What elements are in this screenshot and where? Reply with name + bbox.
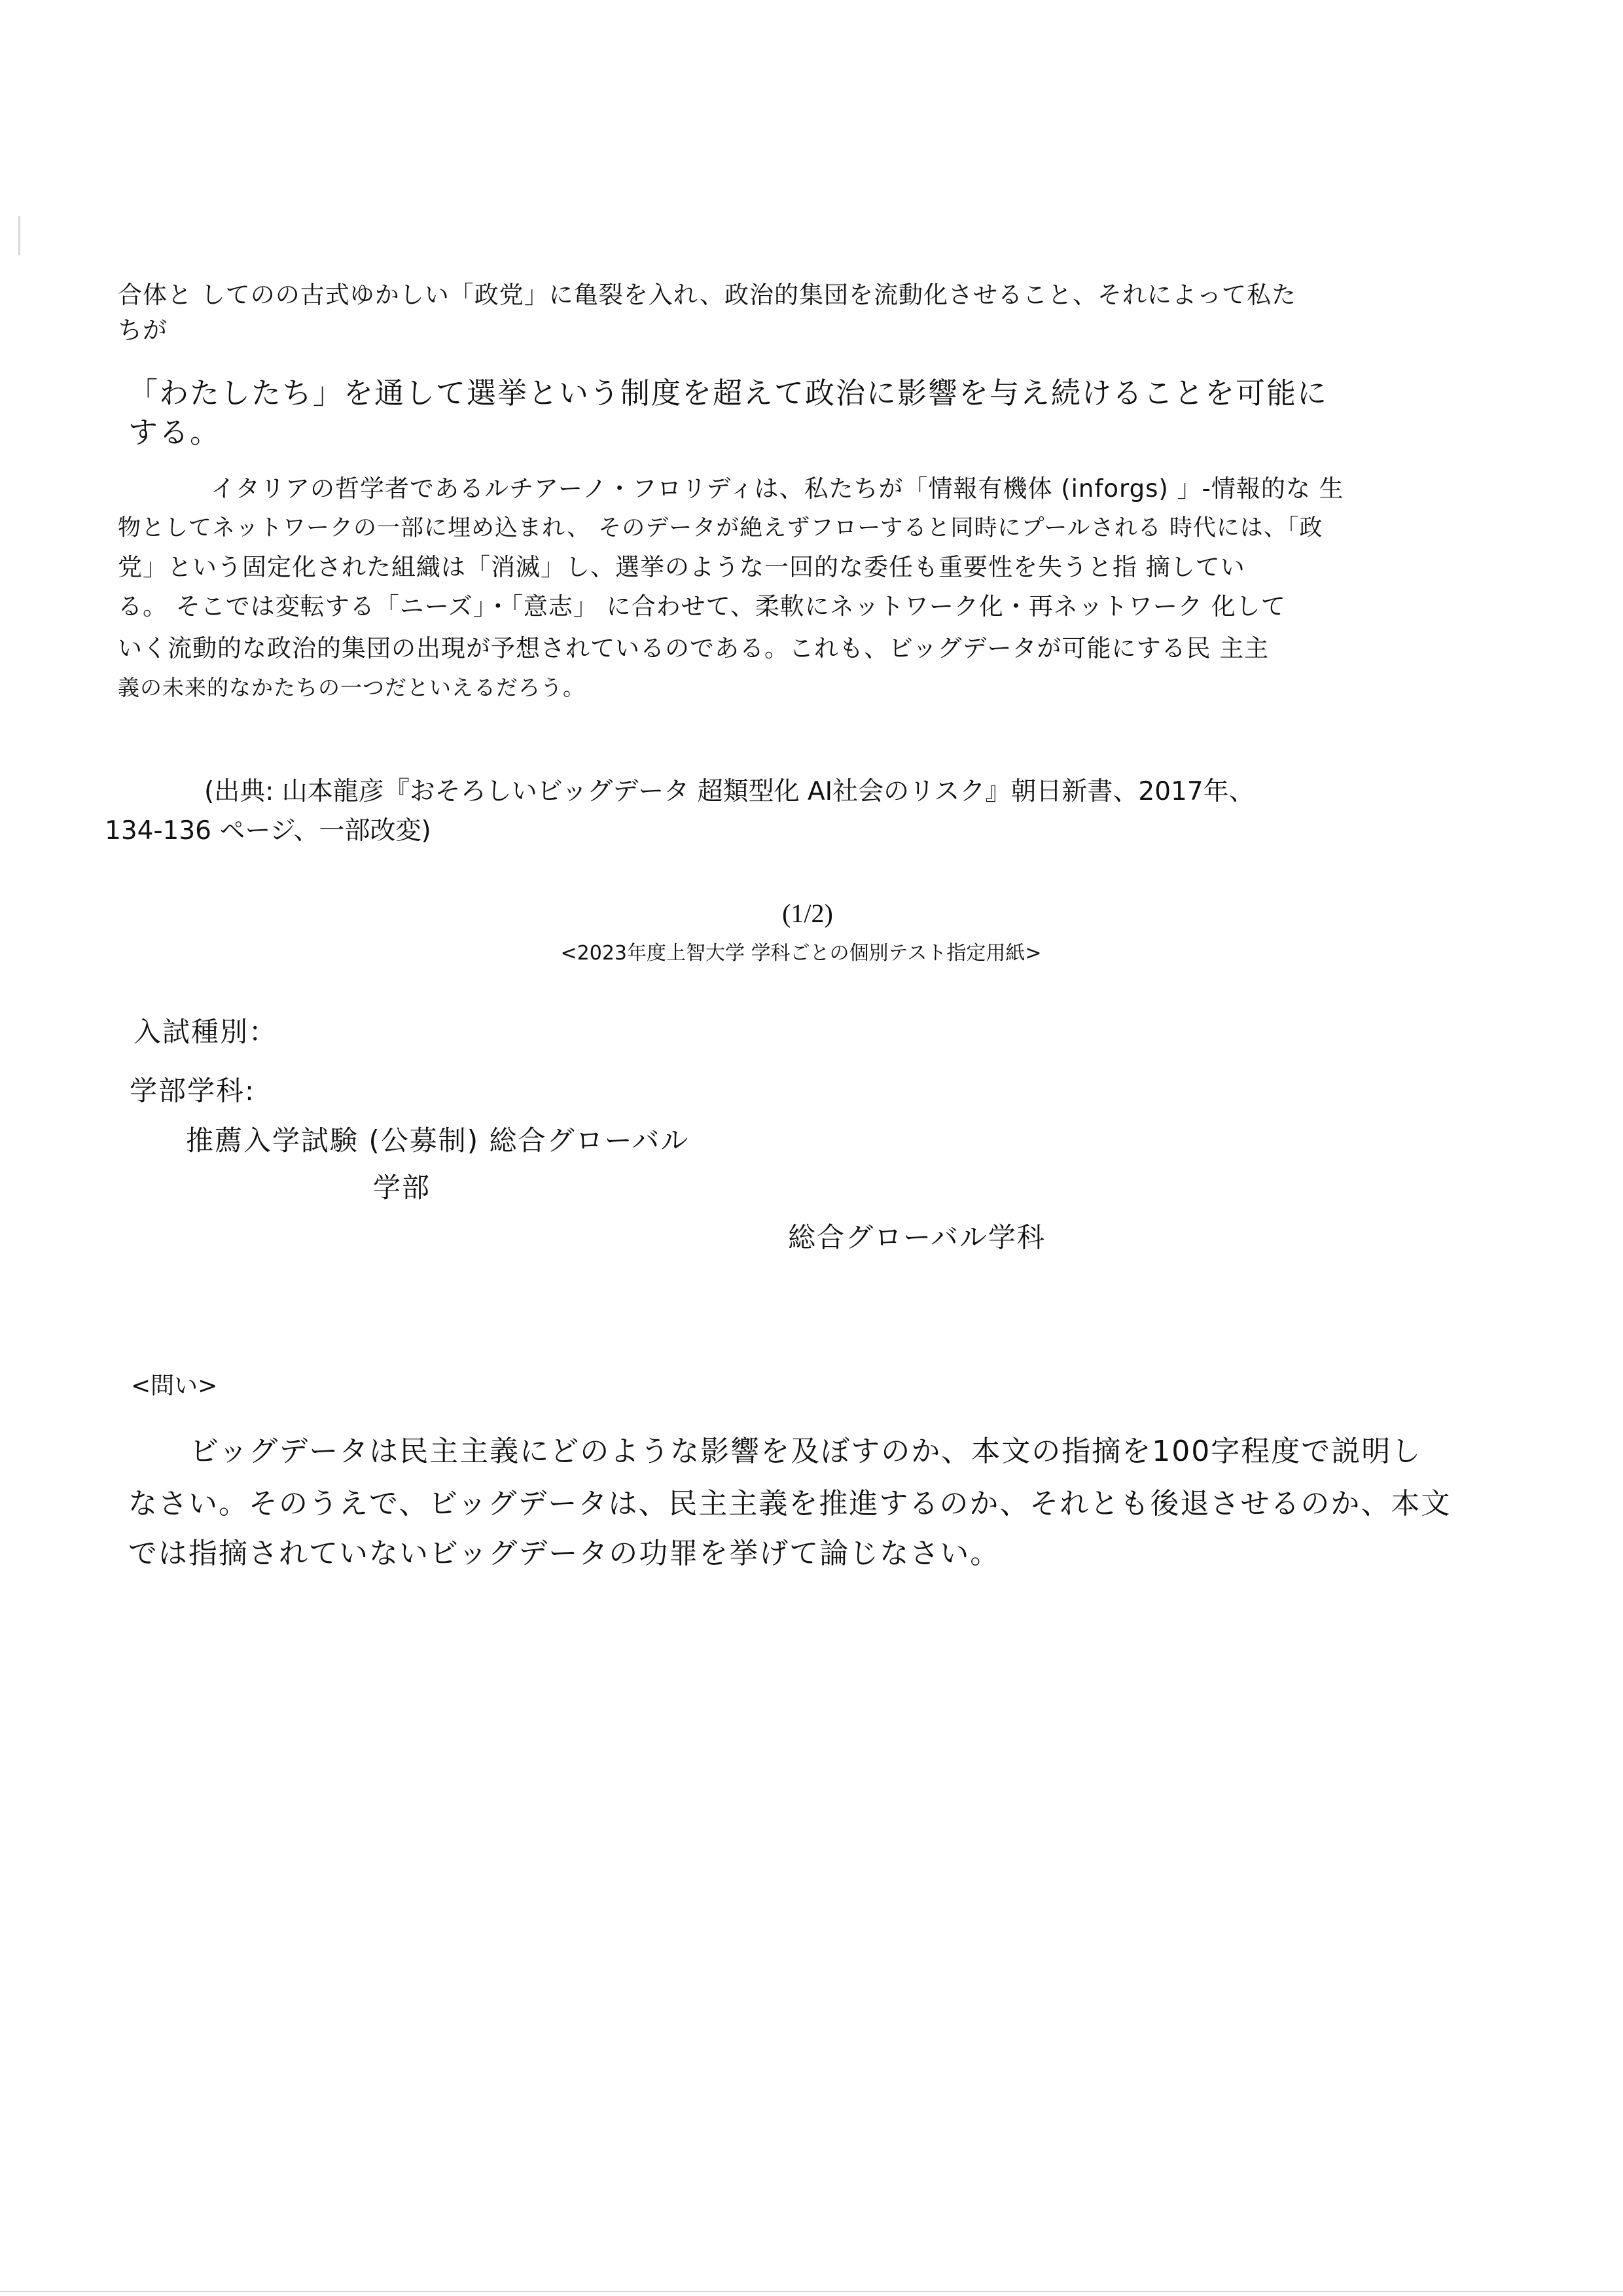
question-line-3: では指摘されていないビッグデータの功罪を挙げて論じなさい。 xyxy=(128,1537,1001,1570)
scan-edge-mark xyxy=(18,216,20,255)
passage-line-4: する。 xyxy=(128,415,221,450)
passage-line-8: る。 そこでは変転する「ニーズ」・「意志」 に合わせて、柔軟にネットワーク化・再ネットワーク 化して xyxy=(118,592,1286,620)
passage-line-10: 義の未来的なかたちの一つだといえるだろう。 xyxy=(118,675,585,700)
page-number: (1/2) xyxy=(782,899,833,928)
passage-line-7: 党」という固定化された組織は「消滅」し、選挙のような一回的な委任も重要性を失うと指 摘してい xyxy=(118,553,1245,581)
exam-name: 推薦入学試験 (公募制) 総合グローバル xyxy=(186,1124,690,1157)
question-line-1: ビッグデータは民主主義にどのような影響を及ぼすのか、本文の指摘を100字程度で説明し xyxy=(190,1435,1422,1468)
passage-line-2: ちが xyxy=(118,316,168,344)
faculty-label: 学部学科: xyxy=(130,1075,256,1107)
passage-line-9: いく流動的な政治的集団の出現が予想されているのである。これも、ビッグデータが可能にする民 主主 xyxy=(118,634,1270,662)
department-name: 総合グローバル学科 xyxy=(788,1221,1046,1253)
passage-line-5: イタリアの哲学者であるルチアーノ・フロリディは、私たちが「情報有機体 (inforgs) 」-情報的な 生 xyxy=(211,475,1344,503)
form-header: <2023年度上智大学 学科ごとの個別テスト指定用紙> xyxy=(560,942,1042,965)
scan-bottom-edge xyxy=(0,2291,1623,2292)
passage-line-6: 物としてネットワークの一部に埋め込まれ、 そのデータが絶えずフローすると同時にプールされる 時代には、「政 xyxy=(118,515,1323,541)
question-line-2: なさい。そのうえで、ビッグデータは、民主主義を推進するのか、それとも後退させるのか、本文 xyxy=(128,1487,1452,1520)
exam-type-label: 入試種別： xyxy=(134,1016,278,1048)
passage-line-1: 合体と してのの古式ゆかしい「政党」に亀裂を入れ、政治的集団を流動化させること、それによって私た xyxy=(118,281,1296,309)
source-citation-line-2: 134-136 ページ、一部改変) xyxy=(105,816,431,846)
question-label: <問い> xyxy=(131,1372,218,1399)
passage-line-3: 「わたしたち」を通して選挙という制度を超えて政治に影響を与え続けることを可能に xyxy=(128,376,1329,410)
source-citation-line-1: (出典: 山本龍彦『おそろしいビッグデータ 超類型化 AI社会のリスク』朝日新書、2017年、 xyxy=(204,777,1255,806)
faculty-suffix: 学部 xyxy=(373,1172,431,1204)
